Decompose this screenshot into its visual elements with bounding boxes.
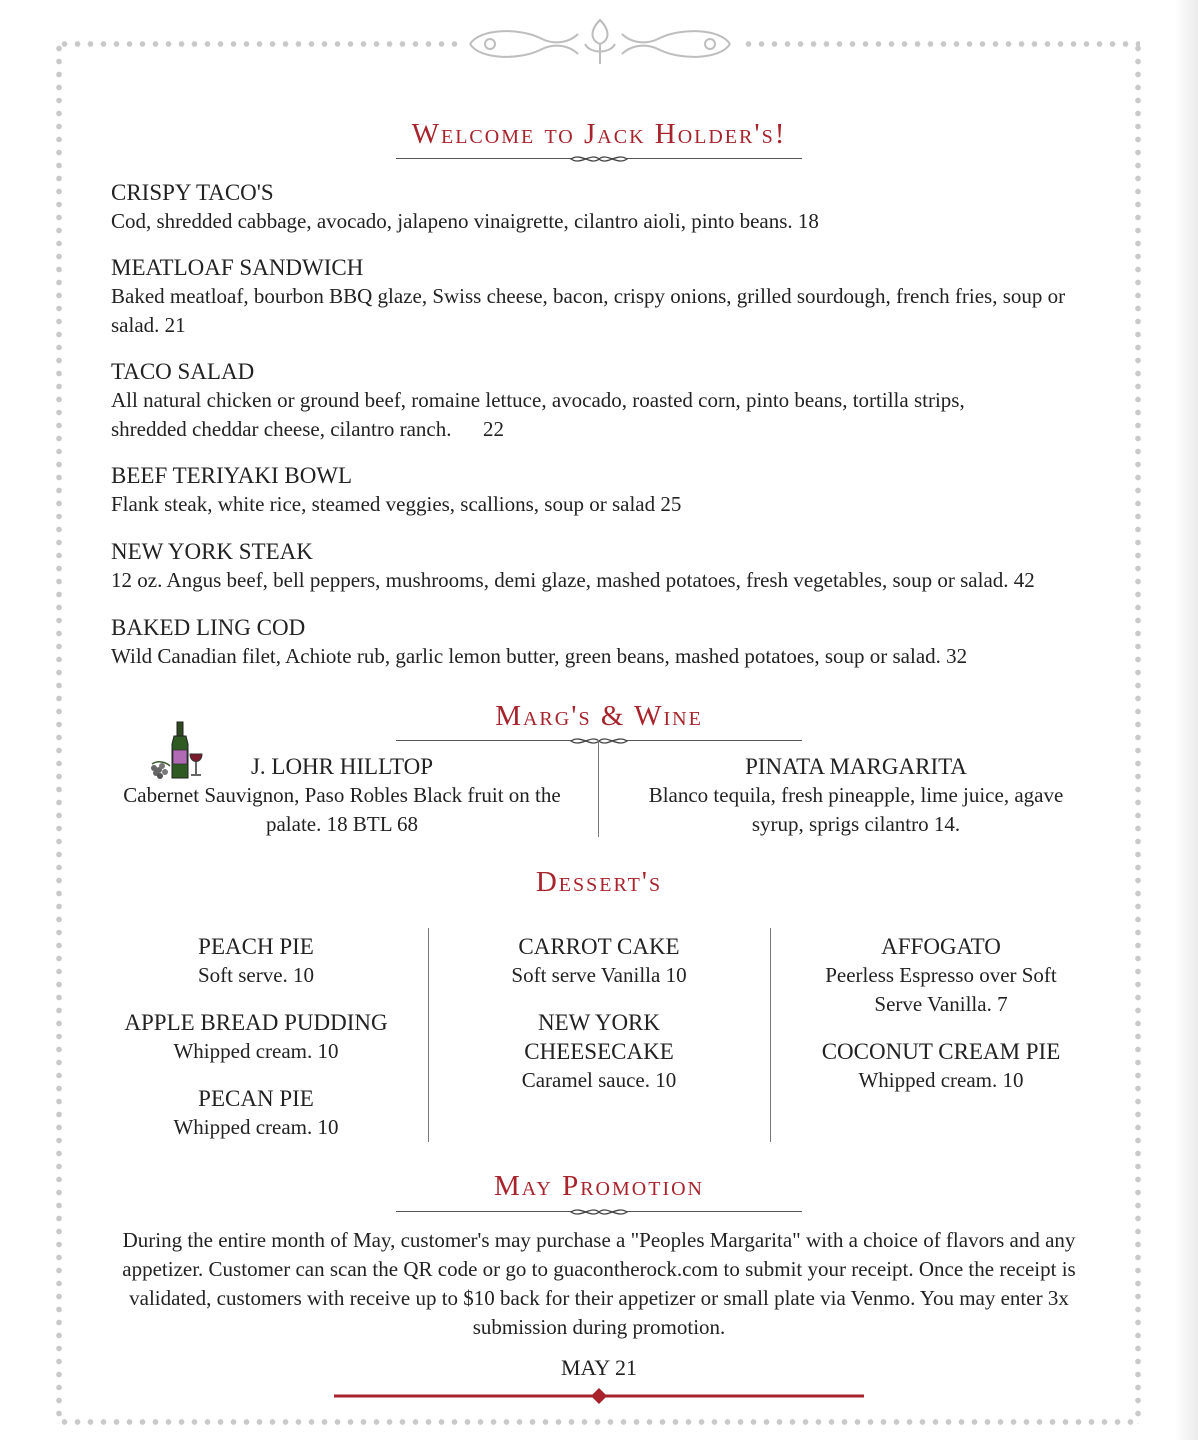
item-name: PINATA MARGARITA: [745, 754, 967, 779]
dessert-item: [800, 1037, 1082, 1095]
item-name: BAKED LING COD: [111, 615, 306, 640]
item-name: NEW YORK STEAK: [111, 539, 313, 564]
dessert-item: [468, 1008, 730, 1095]
item-description: Whipped cream. 10: [858, 1068, 1024, 1092]
dessert-column-1: [106, 932, 406, 1142]
item-description: Whipped cream. 10: [173, 1115, 339, 1139]
item-name: CARROT CAKE: [518, 934, 680, 959]
item-name: COCONUT CREAM PIE: [821, 1039, 1061, 1064]
item-description: Wild Canadian filet, Achiote rub, garlic lemon butter, green beans, mashed potatoes, soup or salad. 32: [111, 644, 968, 668]
drink-item-wine: [120, 752, 564, 839]
title-divider: [396, 150, 802, 168]
dotted-border-left: [55, 42, 63, 1424]
item-description: Baked meatloaf, bourbon BBQ glaze, Swiss cheese, bacon, crispy onions, grilled sourdough, french fries, soup or salad. 21: [111, 284, 1066, 337]
item-description: 12 oz. Angus beef, bell peppers, mushrooms, demi glaze, mashed potatoes, fresh vegetables, soup or salad. 42: [111, 568, 1035, 592]
menu-item-beef-teriyaki-bowl: [111, 461, 1111, 519]
flourish-ornament-icon: [460, 14, 740, 70]
item-name: CRISPY TACO'S: [111, 180, 274, 205]
divider-ornament-icon: [569, 152, 629, 166]
desserts-column-divider-2: [770, 928, 771, 1142]
item-name: J. LOHR HILLTOP: [250, 754, 434, 779]
section-title-promotion: May Promotion: [494, 1170, 704, 1202]
dotted-border-top-right: [742, 40, 1140, 48]
desserts-column-divider-1: [428, 928, 429, 1142]
section-title-drinks: Marg's & Wine: [495, 700, 703, 732]
item-description: Soft serve. 10: [197, 963, 315, 987]
menu-item-new-york-steak: [111, 537, 1121, 595]
page-title: Welcome to Jack Holder's!: [411, 118, 787, 150]
item-description: Whipped cream. 10: [173, 1039, 339, 1063]
menu-item-crispy-tacos: [111, 178, 1111, 236]
menu-item-baked-ling-cod: [111, 613, 1111, 671]
item-name: PECAN PIE: [198, 1086, 314, 1111]
menu-item-taco-salad: [111, 357, 1031, 444]
section-title-desserts: Dessert's: [535, 866, 663, 898]
bottom-divider-diamond-icon: [334, 1386, 864, 1406]
item-name: NEW YORK CHEESECAKE: [524, 1010, 674, 1064]
dessert-item: [106, 1008, 406, 1066]
item-name: PEACH PIE: [198, 934, 314, 959]
dotted-border-bottom: [58, 1418, 1140, 1426]
item-name: TACO SALAD: [111, 359, 255, 384]
item-description: All natural chicken or ground beef, romaine lettuce, avocado, roasted corn, pinto beans, tortilla strips, shredded cheddar cheese, cilantro ranch. 22: [111, 388, 970, 441]
item-description: Caramel sauce. 10: [521, 1068, 677, 1092]
divider-ornament-icon: [569, 734, 629, 748]
dessert-item: [800, 932, 1082, 1019]
item-description: Cod, shredded cabbage, avocado, jalapeno vinaigrette, cilantro aioli, pinto beans. 18: [111, 209, 819, 233]
dessert-column-3: [800, 932, 1082, 1095]
item-description: Soft serve Vanilla 10: [511, 963, 687, 987]
item-name: BEEF TERIYAKI BOWL: [111, 463, 353, 488]
drinks-divider: [396, 732, 802, 750]
drinks-column-divider: [598, 740, 599, 837]
dessert-column-2: [468, 932, 730, 1095]
item-description: Peerless Espresso over Soft Serve Vanilla. 7: [825, 963, 1057, 1016]
dotted-border-top-left: [58, 40, 458, 48]
item-description: Cabernet Sauvignon, Paso Robles Black fruit on the palate. 18 BTL 68: [123, 783, 561, 836]
item-description: Flank steak, white rice, steamed veggies, scallions, soup or salad 25: [111, 492, 682, 516]
menu-item-meatloaf-sandwich: [111, 253, 1071, 340]
divider-ornament-icon: [569, 1205, 629, 1219]
item-name: APPLE BREAD PUDDING: [124, 1010, 388, 1035]
dessert-item: [106, 932, 406, 990]
dessert-item: [106, 1084, 406, 1142]
promotion-text: During the entire month of May, customer's may purchase a "Peoples Margarita" with a choice of flavors and any appetizer. Customer can scan the QR code or go to guacontherock.com to submit your receipt. Once the receipt is validated, customers with receive up to $10 back for their appetizer or small plate via Venmo. You may enter 3x submission during promotion.: [122, 1228, 1076, 1339]
date-label: MAY 21: [560, 1355, 637, 1380]
promotion-divider: [396, 1203, 802, 1221]
item-description: Blanco tequila, fresh pineapple, lime juice, agave syrup, sprigs cilantro 14.: [648, 783, 1064, 836]
item-name: MEATLOAF SANDWICH: [111, 255, 364, 280]
dessert-item: [468, 932, 730, 990]
item-name: AFFOGATO: [881, 934, 1001, 959]
dotted-border-right: [1134, 42, 1142, 1424]
drink-item-margarita: [628, 752, 1084, 839]
